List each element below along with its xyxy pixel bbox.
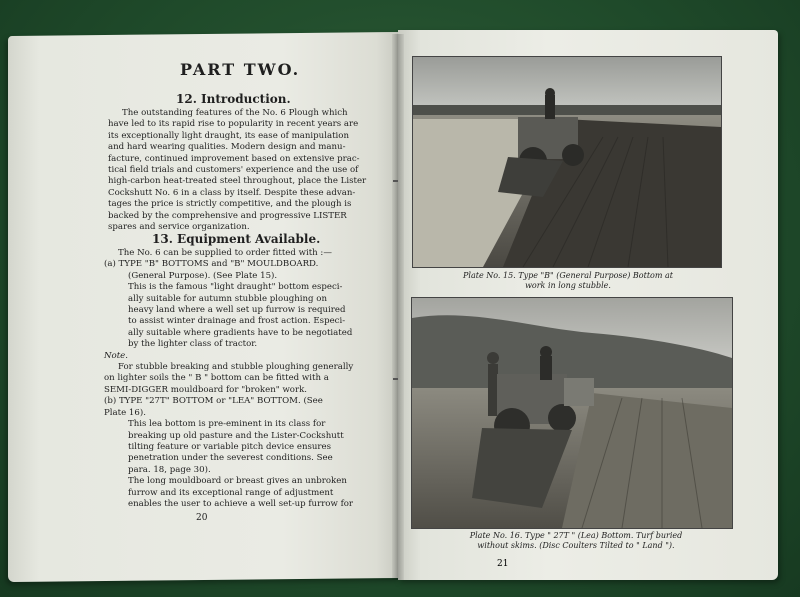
plate-15-photo (412, 56, 722, 268)
text-line: ally suitable where gradients have to be negotiated (128, 327, 353, 338)
section-13-body (104, 248, 354, 510)
text-line: This lea bottom is pre-eminent in its class for (128, 419, 326, 430)
text-line: to assist winter drainage and frost action. Especi- (128, 316, 346, 327)
caption-line: work in long stubble. (525, 281, 611, 290)
text-line: (a) TYPE "B" BOTTOMS and "B" MOULDBOARD. (104, 259, 319, 270)
part-title: PART TWO. (180, 60, 301, 79)
text-line: tical field trials and customers' experience and the use of (108, 165, 359, 176)
caption-line: without skims. (Disc Coulters Tilted to " Land "). (477, 541, 675, 550)
text-line: its exceptionally light draught, its ease of manipulation (108, 130, 349, 141)
caption-line: Plate No. 15. Type "B" (General Purpose) Bottom at (463, 271, 673, 280)
text-line: on lighter soils the " B " bottom can be fitted with a (104, 373, 329, 384)
caption-line: Plate No. 16. Type " 27T " (Lea) Bottom. Turf buried (469, 531, 683, 540)
plate-16-caption (436, 531, 716, 551)
note-label: Note. (104, 350, 128, 361)
plate-16-photo (411, 297, 733, 529)
text-line: backed by the comprehensive and progressive LISTER (108, 210, 347, 221)
text-line: For stubble breaking and stubble ploughing generally (118, 362, 354, 373)
text-line: penetration under the severest conditions. See (128, 453, 333, 464)
staple-top (393, 180, 398, 182)
text-line: tages the price is strictly competitive, and the plough is (108, 199, 352, 210)
section-13-heading: 13. Equipment Available. (152, 232, 321, 246)
text-line: SEMI-DIGGER mouldboard for "broken" work. (104, 384, 308, 395)
text-line: breaking up old pasture and the Lister-Cockshutt (128, 430, 344, 441)
section-12-heading: 12. Introduction. (176, 92, 291, 106)
text-line: (General Purpose). (See Plate 15). (128, 270, 278, 281)
text-line: enables the user to achieve a well set-up furrow for (128, 498, 354, 509)
text-line: This is the famous "light draught" bottom especi- (128, 282, 343, 293)
text-line: ally suitable for autumn stubble ploughing on (128, 293, 327, 304)
booklet-spine (392, 34, 404, 580)
text-line: furrow and its exceptional range of adjustment (128, 487, 334, 498)
text-line: tilting feature or variable pitch device ensures (128, 441, 332, 452)
staple-bottom (393, 378, 398, 380)
plate-15-caption (440, 271, 696, 291)
text-line: high-carbon heat-treated steel throughout, place the Lister (108, 176, 367, 187)
text-line: facture, continued improvement based on extensive prac- (108, 153, 360, 164)
text-line: spares and service organization. (108, 222, 250, 233)
text-line: The No. 6 can be supplied to order fitted with :— (118, 248, 332, 258)
right-page-number: 21 (497, 559, 509, 569)
text-line: The outstanding features of the No. 6 Plough which (122, 108, 348, 118)
text-line: and hard wearing qualities. Modern design and manu- (108, 142, 346, 153)
text-line: have led to its rapid rise to popularity in recent years are (108, 119, 359, 130)
text-line: Cockshutt No. 6 in a class by itself. Despite these advan- (108, 187, 356, 198)
text-line: heavy land where a well set up furrow is required (128, 305, 346, 316)
text-line: para. 18, page 30). (128, 464, 211, 475)
text-line: The long mouldboard or breast gives an unbroken (128, 476, 347, 487)
left-page-number: 20 (196, 513, 208, 523)
section-12-body (108, 108, 367, 233)
text-line: (b) TYPE "27T" BOTTOM or "LEA" BOTTOM. (See (104, 396, 323, 407)
text-line: by the lighter class of tractor. (128, 339, 258, 350)
text-line: Plate 16). (104, 407, 146, 418)
